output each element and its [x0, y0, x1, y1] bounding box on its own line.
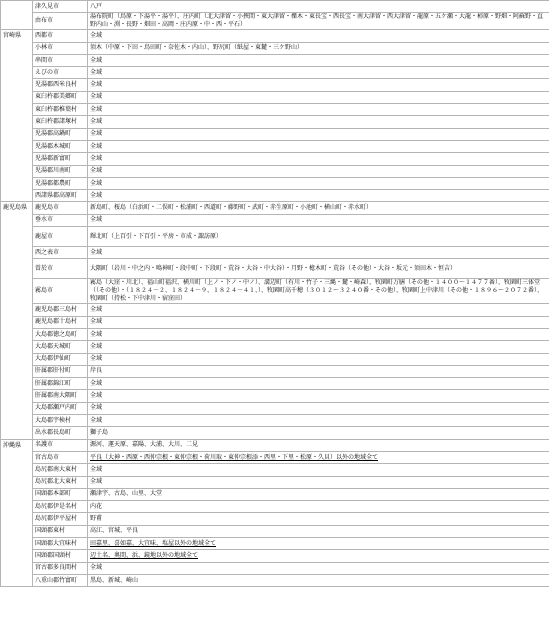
table-row	[1, 190, 549, 202]
table-row	[1, 415, 549, 427]
municipality-cell: 国頭郡国頭村	[33, 550, 88, 562]
municipality-cell: えびの市	[33, 67, 88, 79]
table-row	[1, 177, 549, 189]
area-cell: 全域	[88, 214, 549, 226]
municipality-cell: 肝属郡肝付町	[33, 365, 88, 377]
table-row	[1, 439, 549, 451]
municipality-cell: 児湯郡西米良村	[33, 79, 88, 91]
area-cell: 瀬津宇、古島、山里、大堂	[88, 488, 549, 500]
area-cell: 全域	[88, 415, 549, 427]
area-cell: 全域	[88, 390, 549, 402]
area-cell: 霧島（大窪・川北）、福山町福沢、横川町（上ノ・下ノ・中ノ）、溝辺町（有川・竹子・三縄・麓・崎森）、牧園町万膳（その他・１４００～１４７７番）、牧園町三体堂（（その他）・（１８２４－２、１８２４－９、１８２４－４１、）、牧園町高千穂（３０１２～３２４０番・その他）、牧園町上中津川（その他・１８９６～２０７２番）、牧園町（持松・下中津川・宿窪田）	[88, 279, 549, 304]
area-cell: 岸良	[88, 365, 549, 377]
area-cell: 全域	[88, 247, 549, 259]
table-row	[1, 537, 549, 549]
area-cell: 全域	[88, 190, 549, 202]
area-cell: 全域	[88, 378, 549, 390]
municipality-cell: 児湯郡都農町	[33, 177, 88, 189]
table-row	[1, 202, 549, 214]
table-row	[1, 574, 549, 586]
area-cell: 高江、宮城、平良	[88, 525, 549, 537]
table-row	[1, 476, 549, 488]
table-row	[1, 427, 549, 439]
table-row	[1, 42, 549, 54]
table-row	[1, 128, 549, 140]
area-cell: 八戸	[88, 1, 549, 13]
prefecture-cell: 宮崎県	[1, 30, 33, 202]
table-row	[1, 365, 549, 377]
table-row	[1, 451, 549, 463]
table-row	[1, 165, 549, 177]
municipality-cell: 島尻郡伊平屋村	[33, 513, 88, 525]
table-row	[1, 378, 549, 390]
municipality-cell: 児湯郡木城町	[33, 140, 88, 152]
municipality-cell: 津久見市	[33, 1, 88, 13]
area-cell: 全域	[88, 341, 549, 353]
municipality-cell: 大島郡天城町	[33, 341, 88, 353]
table-row	[1, 513, 549, 525]
table-row	[1, 67, 549, 79]
table-row	[1, 214, 549, 226]
municipality-cell: 東臼杵郡美郷町	[33, 91, 88, 103]
municipality-cell: 肝属郡南大隅町	[33, 390, 88, 402]
area-cell	[88, 451, 549, 463]
municipality-cell: 児湯郡新富町	[33, 153, 88, 165]
area-cell: 大隅町（岩川・中之内・鳴神町・段中町・下段町・荒谷・大谷・中大谷）・月野・檍木町・荒谷（その他）・大谷・坂元・須田木・恒吉）	[88, 259, 549, 279]
area-cell: 全域	[88, 353, 549, 365]
table-row	[1, 304, 549, 316]
municipality-cell: 肝属郡錦江町	[33, 378, 88, 390]
municipality-cell: 島尻郡北大東村	[33, 476, 88, 488]
area-table-body	[1, 1, 549, 587]
table-row	[1, 247, 549, 259]
area-cell: 源河、運天原、嘉陽、大浦、大川、二見	[88, 439, 549, 451]
area-cell: 須木（中原・下田・鳥田町・奈佐木・内山）、野尻町（紙屋・東麓・三ケ野山）	[88, 42, 549, 54]
area-cell: 輝北町（上百引・下百引・平房・市成・諏訪原）	[88, 227, 549, 247]
table-row	[1, 140, 549, 152]
municipality-cell: 大島郡徳之島町	[33, 328, 88, 340]
area-cell	[88, 537, 549, 549]
municipality-cell: 国頭郡本部町	[33, 488, 88, 500]
municipality-cell: 小林市	[33, 42, 88, 54]
area-cell: 全域	[88, 316, 549, 328]
area-cell: 全域	[88, 304, 549, 316]
municipality-cell: 霧島市	[33, 279, 88, 304]
municipality-cell: 東臼杵郡椎葉村	[33, 104, 88, 116]
municipality-cell: 宮古島市	[33, 451, 88, 463]
municipality-cell: 出水郡長島町	[33, 427, 88, 439]
municipality-cell: 西都市	[33, 30, 88, 42]
municipality-cell: 鹿児島郡三島村	[33, 304, 88, 316]
municipality-cell: 垂水市	[33, 214, 88, 226]
table-row	[1, 525, 549, 537]
table-row	[1, 227, 549, 247]
area-cell: 野甫	[88, 513, 549, 525]
table-row	[1, 91, 549, 103]
table-row	[1, 464, 549, 476]
area-cell: 全域	[88, 128, 549, 140]
area-cell: 全域	[88, 79, 549, 91]
municipality-cell: 鹿児島市	[33, 202, 88, 214]
area-text: 田嘉里、喜如嘉、大宜味、塩屋以外の地域全て	[90, 539, 217, 547]
table-row	[1, 79, 549, 91]
area-cell: 全域	[88, 177, 549, 189]
table-row	[1, 550, 549, 562]
area-cell: 全域	[88, 562, 549, 574]
prefecture-cell: 鹿児島県	[1, 202, 33, 439]
area-cell: 黒島、新城、崎山	[88, 574, 549, 586]
area-cell: 全域	[88, 54, 549, 66]
municipality-cell: 国頭郡大宜味村	[33, 537, 88, 549]
table-row	[1, 316, 549, 328]
municipality-cell: 島尻郡伊是名村	[33, 501, 88, 513]
area-cell: 全域	[88, 476, 549, 488]
table-row	[1, 353, 549, 365]
area-cell: 全域	[88, 153, 549, 165]
municipality-cell: 国頭郡東村	[33, 525, 88, 537]
area-cell: 全域	[88, 140, 549, 152]
area-cell: 全域	[88, 402, 549, 414]
municipality-cell: 児湯郡川南町	[33, 165, 88, 177]
area-cell: 全域	[88, 165, 549, 177]
area-cell	[88, 550, 549, 562]
area-cell: 全域	[88, 328, 549, 340]
municipality-cell: 名護市	[33, 439, 88, 451]
municipality-cell: 串間市	[33, 54, 88, 66]
area-cell: 全域	[88, 464, 549, 476]
table-row	[1, 390, 549, 402]
municipality-cell: 曽於市	[33, 259, 88, 279]
municipality-cell: 西之表市	[33, 247, 88, 259]
municipality-cell: 西諸県郡高原町	[33, 190, 88, 202]
table-row	[1, 153, 549, 165]
municipality-cell: 鹿児島郡十島村	[33, 316, 88, 328]
table-row	[1, 562, 549, 574]
area-cell: 新島町、桜島（白浜町・二俣町・松浦町・西道町・藤野町・武町・赤生原町・小池町・横山町・赤水町）	[88, 202, 549, 214]
table-row	[1, 54, 549, 66]
table-row	[1, 402, 549, 414]
municipality-cell: 由布市	[33, 13, 88, 30]
municipality-cell: 東臼杵郡諸塚村	[33, 116, 88, 128]
table-row	[1, 328, 549, 340]
area-cell: 全域	[88, 91, 549, 103]
prefecture-cell: 沖縄県	[1, 439, 33, 587]
table-row	[1, 104, 549, 116]
municipality-cell: 大島郡伊仙町	[33, 353, 88, 365]
area-cell: 湯布院町（鳥原・下湯平・湯平）、庄内町（北大津留・小挾間・東大津留・櫟木・東長宝・西長宝・南大津留・西大津留・龍原・五ケ瀬・大龍・柿原・野畑・阿蘇野・直野内山・渕・長野・畑田・高岡・庄内原・中・西・平石）	[88, 13, 549, 30]
municipality-cell: 鹿屋市	[33, 227, 88, 247]
municipality-cell: 児湯郡高鍋町	[33, 128, 88, 140]
prefecture-cell	[1, 1, 33, 30]
municipality-cell: 大島郡宇検村	[33, 415, 88, 427]
area-cell: 全域	[88, 67, 549, 79]
area-cell: 全域	[88, 104, 549, 116]
municipality-cell: 八重山郡竹富町	[33, 574, 88, 586]
table-row	[1, 501, 549, 513]
table-row	[1, 30, 549, 42]
table-row	[1, 1, 549, 13]
area-cell: 全域	[88, 116, 549, 128]
municipality-cell: 大島郡瀬戸内町	[33, 402, 88, 414]
table-row	[1, 488, 549, 500]
table-row	[1, 341, 549, 353]
area-text: 平良（大神・西原・西仲宗根・東仲宗根・荷川取・東仲宗根添・西里・下里・松原・久貝）以外の地域全て	[90, 453, 379, 461]
area-cell: 全域	[88, 30, 549, 42]
area-cell: 獅子島	[88, 427, 549, 439]
area-text: 辺土名、奥間、浜、鏡地以外の地域全て	[90, 551, 199, 559]
municipality-cell: 宮古郡多良間村	[33, 562, 88, 574]
municipality-cell: 島尻郡南大東村	[33, 464, 88, 476]
area-cell: 内花	[88, 501, 549, 513]
table-row	[1, 259, 549, 279]
table-row	[1, 116, 549, 128]
